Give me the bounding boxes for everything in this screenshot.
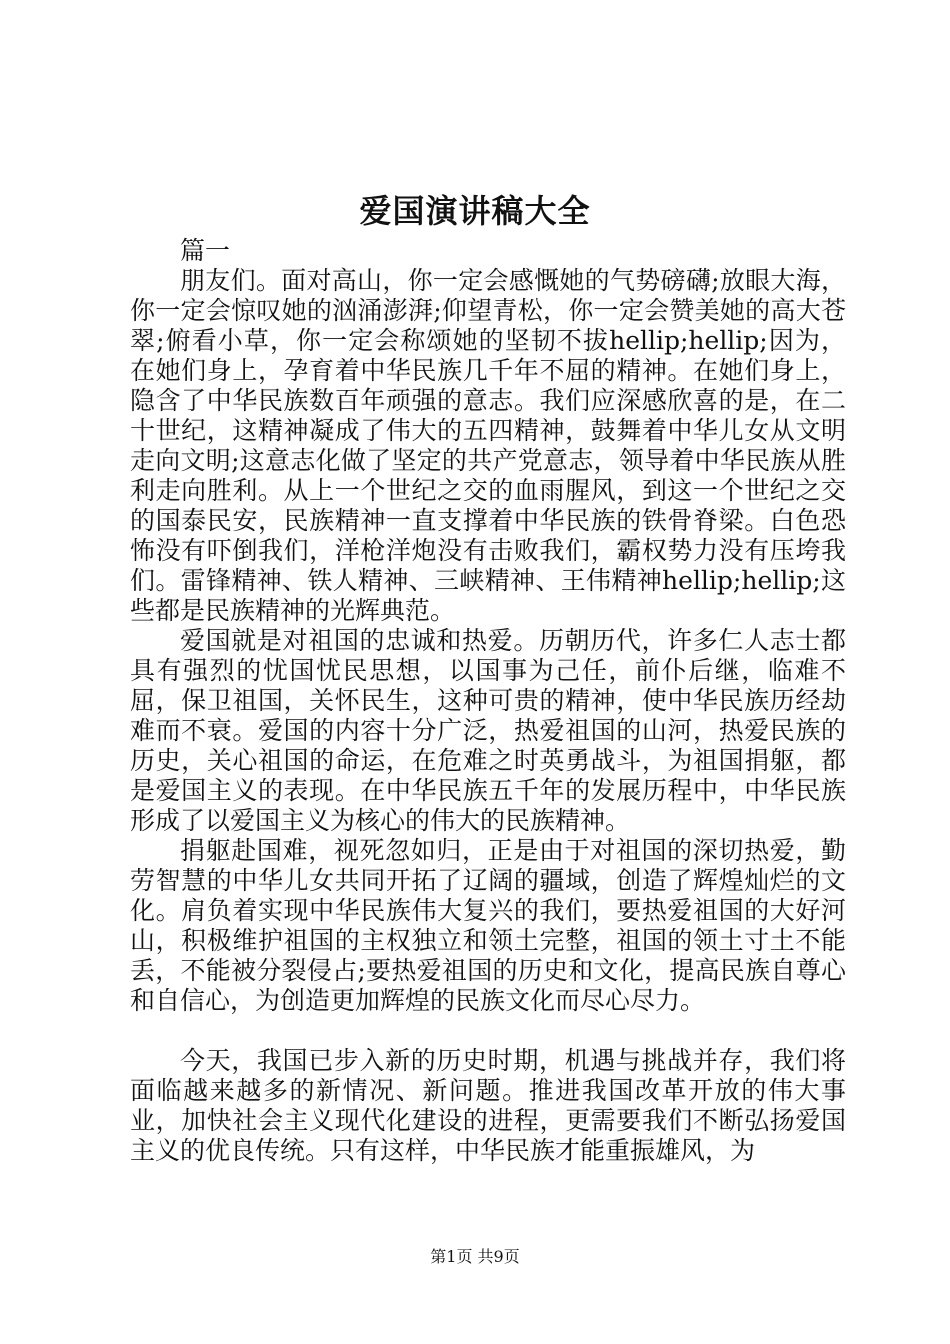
- document-title: 爱国演讲稿大全: [359, 192, 591, 230]
- page-footer: 第1页 共9页: [430, 1247, 520, 1266]
- paragraph-1: 朋友们。面对高山，你一定会感慨她的气势磅礴;放眼大海，你一定会惊叹她的汹涌澎湃;仰望青松，你一定会赞美她的高大苍翠;俯看小草，你一定会称颂她的坚韧不拔hellip;hellip;因为，在她们身上，孕育着中华民族几千年不屈的精神。在她们身上，隐含了中华民族数百年顽强的意志。我们应深感欣喜的是，在二十世纪，这精神凝成了伟大的五四精神，鼓舞着中华儿女从文明走向文明;这意志化做了坚定的共产党意志，领导着中华民族从胜利走向胜利。从上一个世纪之交的血雨腥风，到这一个世纪之交的国泰民安，民族精神一直支撑着中华民族的铁骨脊梁。白色恐怖没有吓倒我们，洋枪洋炮没有击败我们，霸权势力没有压垮我们。雷锋精神、铁人精神、三峡精神、王伟精神hellip;hellip;这些都是民族精神的光辉典范。: [130, 266, 846, 625]
- paragraph-2: 爱国就是对祖国的忠诚和热爱。历朝历代，许多仁人志士都具有强烈的忧国忧民思想，以国事为己任，前仆后继，临难不屈，保卫祖国，关怀民生，这种可贵的精神，使中华民族历经劫难而不衰。爱国的内容十分广泛，热爱祖国的山河，热爱民族的历史，关心祖国的命运，在危难之时英勇战斗，为祖国捐躯，都是爱国主义的表现。在中华民族五千年的发展历程中，中华民族形成了以爱国主义为核心的伟大的民族精神。: [130, 626, 846, 835]
- paragraph-4: 今天，我国已步入新的历史时期，机遇与挑战并存，我们将面临越来越多的新情况、新问题。推进我国改革开放的伟大事业，加快社会主义现代化建设的进程，更需要我们不断弘扬爱国主义的优良传统。只有这样，中华民族才能重振雄风，为: [130, 1046, 846, 1165]
- paragraph-3: 捐躯赴国难，视死忽如归，正是由于对祖国的深切热爱，勤劳智慧的中华儿女共同开拓了辽阔的疆域，创造了辉煌灿烂的文化。肩负着实现中华民族伟大复兴的我们，要热爱祖国的大好河山，积极维护祖国的主权独立和领土完整，祖国的领土寸土不能丢，不能被分裂侵占;要热爱祖国的历史和文化，提高民族自尊心和自信心，为创造更加辉煌的民族文化而尽心尽力。: [130, 836, 846, 1015]
- section-label: 篇一: [180, 236, 231, 265]
- document-body: [130, 236, 846, 1166]
